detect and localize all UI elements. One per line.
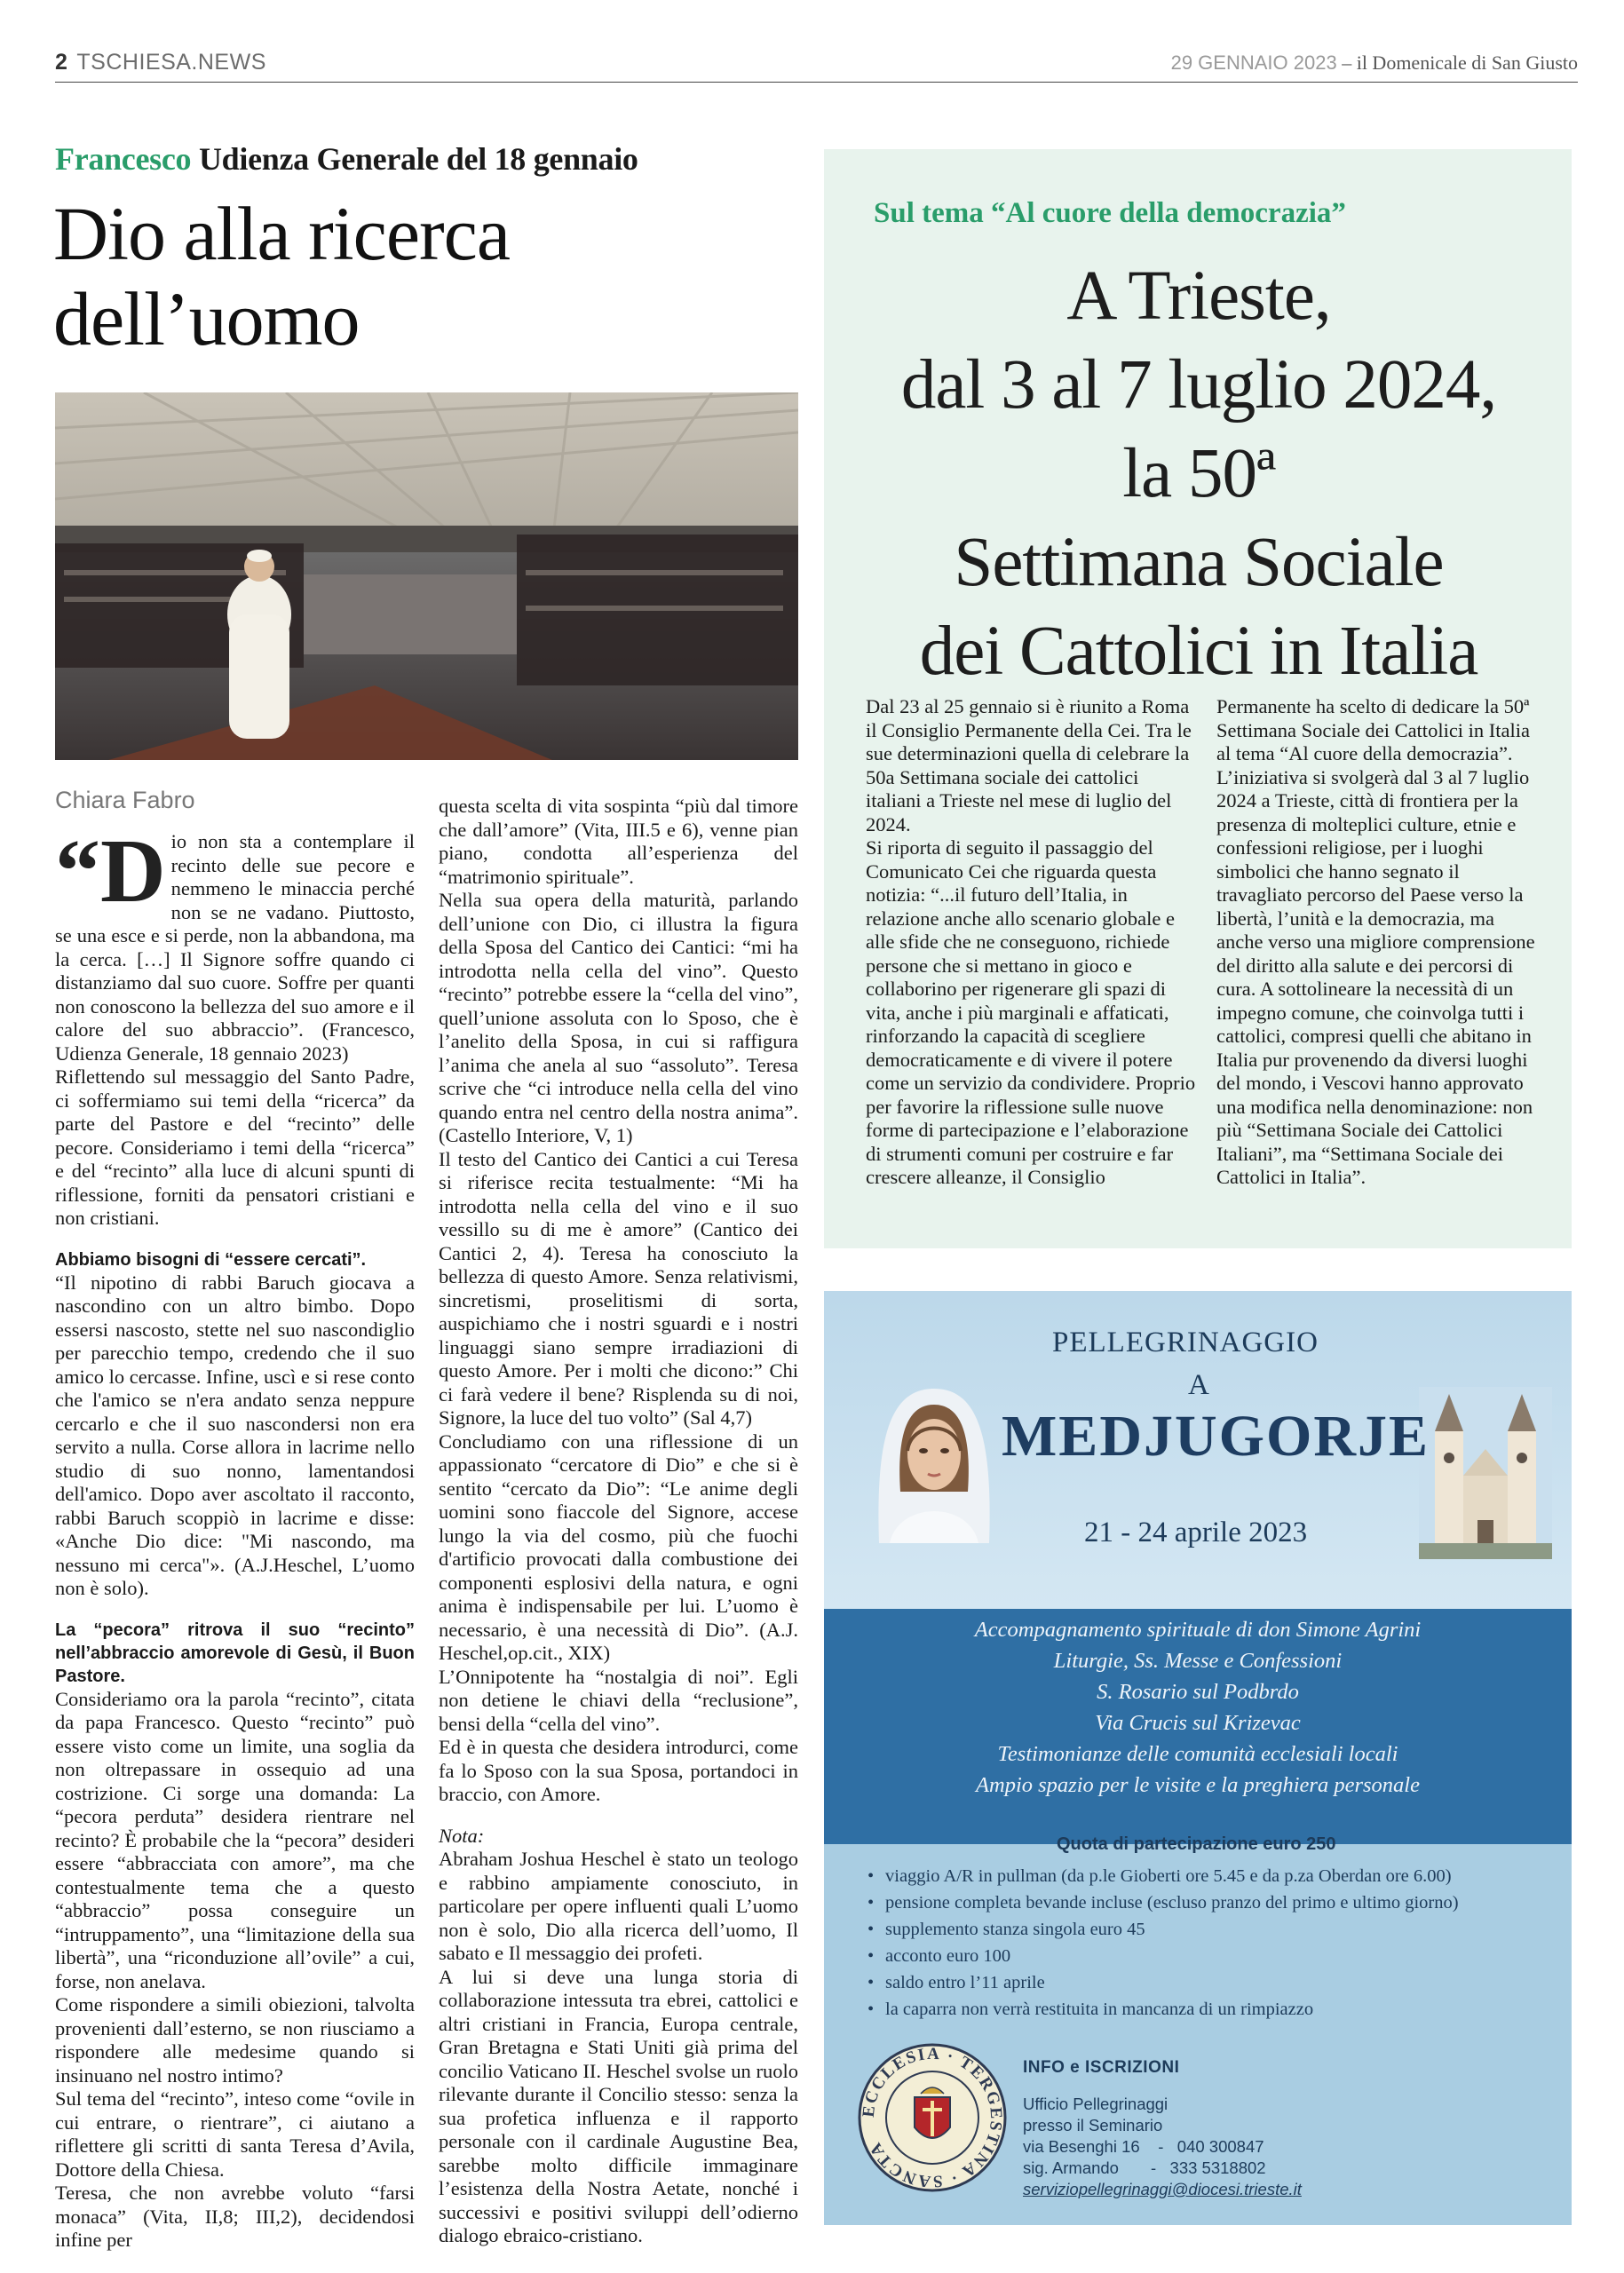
madonna-image [872,1385,996,1543]
settimana-paragraph: Permanente ha scelto di dedicare la 50ª Settimana Sociale dei Cattolici in Italia al tema “Al cuore della democrazia”. L’iniziativa si svolgerà dal 3 al 7 luglio 2024 a Trieste, città di frontiera per la presenza di molteplici culture, etnie e confessioni religiose, per i luoghi simbolici che hanno segnato il travagliato percorso del Paese verso la libertà, l’unità e la democrazia, ma anche verso una migliore comprensione del diritto alla salute e dei percorsi di cura. A sottolineare la necessità di un impegno comune, che coinvolga tutti i cattolici, compresi quelli che abitano in Italia pur provenendo da diversi luoghi del mondo, i Vescovi hanno approvato una modifica nella denominazione: non più “Settimana Sociale dei Cattolici Italiani”, ma “Settimana Sociale dei Cattolici in Italia”. [1216,695,1535,1188]
audience-hall-photo [55,392,798,760]
list-item: • supplemento stanza singola euro 45 [866,1916,1541,1943]
ad-program-line: Accompagnamento spirituale di don Simone Agrini [974,1618,1422,1642]
list-item: • viaggio A/R in pullman (da p.le Gioberti ore 5.45 e da p.za Oberdan ore 6.00) [866,1863,1541,1889]
settimana-title [830,252,1567,696]
article-author: Chiara Fabro [55,787,195,813]
page-number: 2 [55,50,68,75]
issue-date: 29 GENNAIO 2023 [1170,51,1337,74]
settimana-column-1 [866,695,1199,1190]
title-line-2: dell’uomo [53,276,360,361]
info-contacts [1023,2094,1302,2200]
ad-program-line: Testimonianze delle comunità ecclesiali locali [997,1742,1398,1766]
audience-hall-illustration [55,392,798,760]
settimana-title-line: dei Cattolici in Italia [919,613,1478,690]
header-right [1171,51,1578,75]
settimana-paragraph: Si riporta di seguito il passaggio del Comunicato Cei che riguarda questa notizia: “...il futuro dell’Italia, in relazione anche allo scenario globale e alle sfide che ne conseguono, richiede persone che si mettano in gioco e collaborino per rigenerare gli spazi di vita, anche i più marginali e affaticati, rinforzando la capacità di scegliere democraticamente e di vivere il potere come un servizio da condividere. Proprio per favorire la riflessione sulle nuove forme di partecipazione e l’elaborazione di strumenti comuni per costruire e far crescere alleanze, il Consiglio [866,836,1196,1188]
email-link[interactable]: serviziopellegrinaggi@diocesi.trieste.it [1023,2180,1302,2198]
church-illustration [1419,1387,1552,1559]
article-paragraph: Sul tema del “recinto”, inteso come “ovile in cui entrare, o rientrare”, ci aiutano a riflettere gli scritti di santa Teresa d’Avila, Dottore della Chiesa. [55,2087,415,2181]
settimana-column-2 [1216,695,1545,1190]
ad-program-lines [842,1614,1554,1801]
info-line: via Besenghi 16 - 040 300847 [1023,2137,1264,2156]
settimana-title-line: la 50ª [1122,435,1275,512]
settimana-title-line: dal 3 al 7 luglio 2024, [900,346,1497,424]
article-paragraph: Consideriamo ora la parola “recinto”, citata da papa Francesco. Questo “recinto” può essere visto come un limite, una soglia da non oltrepassare in ossequio ad una costrizione. Ci sorge una domanda: La “pecora perduta” desidera rientrare nel recinto? È probabile che la “pecora” desideri essere “abbracciata con amore”, ma che contestualmente tema che a questo “abbraccio” possa conseguire un “intruppamento”, una “limitazione della sua libertà”, una “riconduzione all’ovile” a cui, forse, non anelava. [55,1687,415,1992]
list-item: • saldo entro l’11 aprile [866,1969,1541,1996]
article-paragraph: Teresa, che non avrebbe voluto “farsi monaca” (Vita, II,8; III,2), decidendosi infine per [55,2182,415,2251]
info-line: sig. Armando - 333 5318802 [1023,2158,1266,2177]
article-paragraph: Abraham Joshua Heschel è stato un teologo e rabbino ampiamente conosciuto, in particolare per opere influenti quali L’uomo non è solo, Dio alla ricerca dell’uomo, Il sabato e Il messaggio dei profeti. [439,1848,798,1964]
spacer [439,1807,798,1825]
ad-program-line: Via Crucis sul Krizevac [1095,1711,1301,1735]
ad-program-line: Ampio spazio per le visite e la preghiera personale [976,1773,1420,1797]
settimana-title-line: Settimana Sociale [954,524,1444,601]
header-left [55,50,266,75]
info-line: presso il Seminario [1023,2116,1163,2134]
ad-dates: 21 - 24 aprile 2023 [1084,1517,1308,1548]
article-paragraph [55,821,415,1065]
ad-program-line: S. Rosario sul Podbrdo [1097,1680,1299,1704]
diocese-seal [857,2042,1008,2193]
ad-title-medjugorje: MEDJUGORJE [1002,1404,1430,1469]
drop-cap: “D [55,821,166,922]
seal-text: ECCLESIA · TERGESTINA · SANCTA [859,2044,1006,2191]
list-item: • la caparra non verrà restituita in mancanza di un rimpiazzo [866,1996,1541,2023]
article-paragraph: L’Onnipotente ha “nostalgia di noi”. Egli non detiene le chiavi della “reclusione”, bensi della “cella del vino”. [439,1665,798,1735]
article-paragraph: “Il nipotino di rabbi Baruch giocava a nascondino con un altro bimbo. Dopo essersi nascosto, stette nel suo nascondiglio per parecchio tempo, credendo che il suo amico lo cercasse. Infine, uscì e si rese conto che l'amico se n'era andato senza neppure cercarlo e che il suo nascondersi non era servito a nulla. Corse allora in lacrime nello studio di suo nonno, lamentandosi dell'amico. Dopo aver ascoltato il racconto, rabbi Baruch scoppiò in lacrime e disse: «Anche Dio dice: "Mi nascondo, ma nessuno mi cerca"». (A.J.Heschel, L’uomo non è solo). [55,1271,415,1599]
settimana-kicker: Sul tema “Al cuore della democrazia” [874,197,1346,229]
article-paragraph: Come rispondere a simili obiezioni, talvolta provenienti dall’esterno, se non riusciamo a rispondere alle medesime quando si insinuano nel nostro intimo? [55,1993,415,2087]
article-paragraph: A lui si deve una lunga storia di collaborazione intessuta tra ebrei, cattolici e altri cristiani in Francia, Europa centrale, Gran Bretagna e Stati Uniti già prima del concilio Vaticano II. Heschel svolse un ruolo rilevante durante il Concilio stesso: senza la sua profetica influenza e il rapporto personale con il cardinale Augustine Bea, sarebbe molto difficile immaginare l’esistenza della Nostra Aetate, nonché i successivi e positivi sviluppi dell’odierno dialogo ebraico-cristiano. [439,1965,798,2246]
seal-icon [857,2042,1008,2193]
ad-included-list [866,1863,1541,2023]
article-paragraph: Riflettendo sul messaggio del Santo Padre, ci soffermiamo sui temi della “ricerca” da parte del Pastore e del “recinto” delle pecore. Consideriamo i temi della “ricerca” e del “recinto” alla luce di alcuni spunti di riflessione, forniti da pensatori cristiani e non cristiani. [55,1065,415,1229]
settimana-title-line: A Trieste, [1066,257,1331,335]
settimana-paragraph: Dal 23 al 25 gennaio si è riunito a Roma il Consiglio Permanente della Cei. Tra le sue determinazioni quella di celebrare la 50a Settimana sociale dei cattolici italiani a Trieste nel mese di luglio del 2024. [866,695,1192,836]
paragraph-text: io non sta a contemplare il recinto delle sue pecore e nemmeno le minaccia perché non se ne vadano. Piuttosto, se una esce e si perde, non la abbandona, ma la cerca. […] Il Signore soffre quando ci distanziamo dal suo cuore. Soffre per quanti non conoscono la bellezza del suo amore e il calore del suo abbraccio”. (Francesco, Udienza Generale, 18 gennaio 2023) [55,830,415,1065]
article-column-1 [55,821,415,2253]
list-item: • pensione completa bevande incluse (escluso pranzo del primo e ultimo giorno) [866,1889,1541,1916]
kicker-name: Francesco [55,141,192,177]
article-paragraph: questa scelta di vita sospinta “più dal timore che dall’amore” (Vita, III.5 e 6), venne pian piano, condotta all’esperienza del “matrimonio spirituale”. [439,795,798,888]
ad-title-a: A [1188,1369,1209,1401]
ad-price: Quota di partecipazione euro 250 [1057,1834,1336,1854]
ad-title-pellegrinaggio: PELLEGRINAGGIO [1052,1327,1319,1358]
article-column-2 [439,795,798,2248]
article-title [53,191,781,361]
page-header [55,46,1578,83]
article-paragraph: Ed è in questa che desidera introdurci, come fa lo Sposo con la sua Sposa, portandoci in braccio, con Amore. [439,1736,798,1805]
article-paragraph: Il testo del Cantico dei Cantici a cui Teresa si riferisce recita testualmente: “Mi ha introdotta nella cella del vino e il suo vessillo su di me è amore” (Cantico dei Cantici 2, 4). Teresa ha conosciuto la bellezza di questo Amore. Senza relativismi, sincretismi, proselitismi di sorta, auspichiamo che i nostri sguardi e i nostri linguaggi siano sempre irradiazioni di questo Amore. Per i molti che dicono:” Chi ci farà vedere il bene? Risplenda su di noi, Signore, la luce del tuo volto” (Sal 4,7) [439,1147,798,1429]
list-item: • acconto euro 100 [866,1943,1541,1969]
article-subheading: Abbiamo bisogni di “essere cercati”. [55,1249,367,1270]
section-name: TSCHIESA.NEWS [76,50,266,75]
note-label: Nota: [439,1824,485,1847]
publication-name: il Domenicale di San Giusto [1356,51,1578,74]
church-image [1419,1387,1552,1559]
article-kicker [55,140,638,178]
header-separator: – [1342,51,1352,74]
ad-program-line: Liturgie, Ss. Messe e Confessioni [1053,1649,1343,1673]
title-line-1: Dio alla ricerca [53,191,510,276]
article-subheading: La “pecora” ritrova il suo “recinto” nell’abbraccio amorevole di Gesù, il Buon Pastore. [55,1620,415,1686]
info-line: Ufficio Pellegrinaggi [1023,2095,1168,2113]
article-paragraph: Concludiamo con una riflessione di un appassionato “cercatore di Dio” e che si è sentito “cercato da Dio”: “Le anime degli uomini sono fiaccole del Signore, accese lungo la via del cosmo, più che fuochi d'artificio provocati dalla combustione dei componenti esplosivi della natura, e ogni anima è indispensabile per lui. L’uomo è necessario, è una necessità di Dio”. (A.J. Heschel,op.cit., XIX) [439,1430,798,1664]
article-paragraph: Nella sua opera della maturità, parlando dell’unione con Dio, ci illustra la figura della Sposa del Cantico dei Cantici: “mi ha introdotta nella cella del vino”. Questo “recinto” potrebbe essere la “cella del vino”, quell’unione assoluta con lo Sposo, che è l’anelito della Sposa, in cui si raffigura l’anima che anela al suo “assoluto”. Teresa scrive che “ci introduce nella cella del vino quando entra nel centro della nostra anima”. (Castello Interiore, V, 1) [439,889,798,1146]
kicker-rest: Udienza Generale del 18 gennaio [198,141,638,177]
madonna-illustration [872,1385,996,1543]
info-heading: INFO e ISCRIZIONI [1023,2058,1180,2077]
